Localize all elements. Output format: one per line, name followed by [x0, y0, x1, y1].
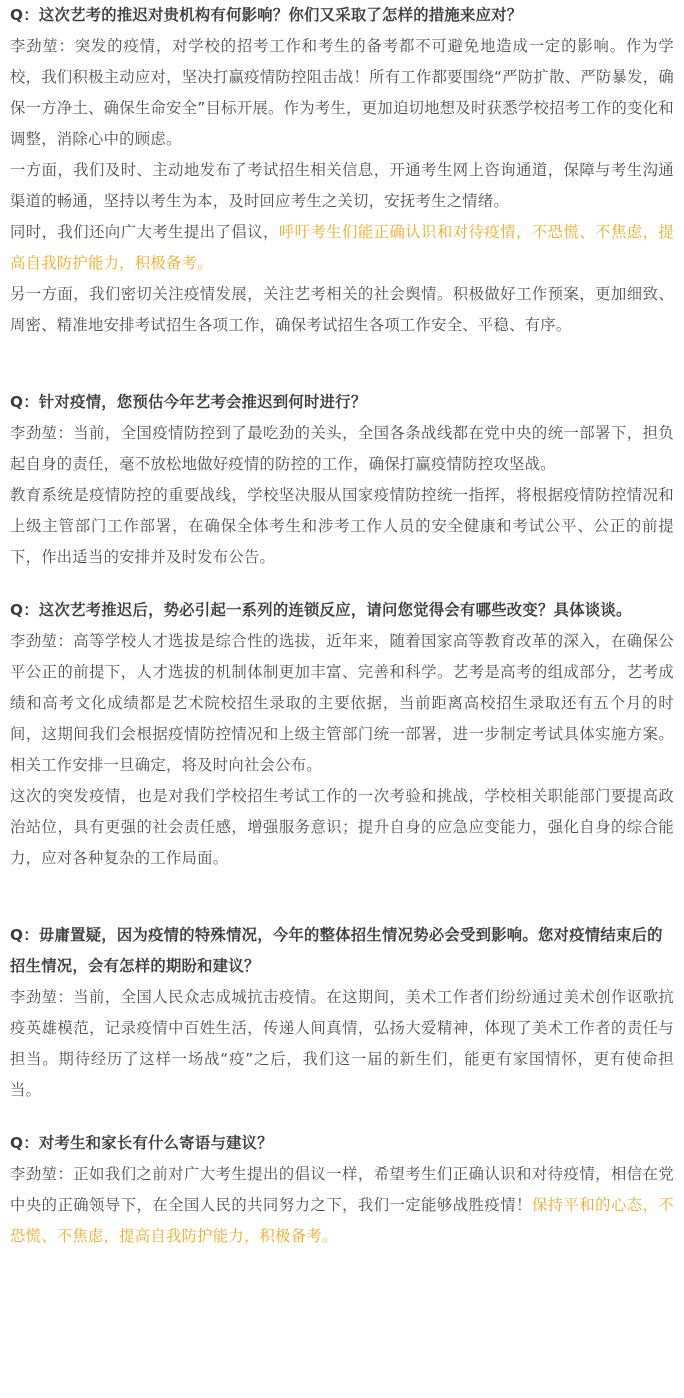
question-3: Q：这次艺考推迟后，势必引起一系列的连锁反应，请问您觉得会有哪些改变？具体谈谈。: [10, 601, 632, 619]
answer-1-paragraph-1: 李劲堃：突发的疫情，对学校的招考工作和考生的备考都不可避免地造成一定的影响。作为学校，我们积极主动应对，坚决打赢疫情防控阻击战！所有工作都要围绕“严防扩散、严防暴发，确保一方净土、确保生命安全”目标开展。作为考生，更加迫切地想及时获悉学校招考工作的变化和调整，消除心中的顾虑。: [10, 37, 674, 148]
answer-5-text: 李劲堃：正如我们之前对广大考生提出的倡议一样，希望考生们正确认识和对待疫情，相信在党中央的正确领导下，在全国人民的共同努力之下，我们一定能够战胜疫情！: [10, 1165, 674, 1214]
qa-section-1: [10, 0, 674, 341]
answer-1-highlight: 呼吁考生们能正确认识和对待疫情，不恐慌、不焦虑，提高自我防护能力，积极备考。: [10, 223, 674, 272]
question-1: Q：这次艺考的推迟对贵机构有何影响？你们又采取了怎样的措施来应对？: [10, 6, 523, 24]
qa-section-3: [10, 595, 674, 874]
answer-1-paragraph-3: [10, 217, 674, 279]
answer-1-paragraph-4: 另一方面，我们密切关注疫情发展，关注艺考相关的社会舆情。积极做好工作预案，更加细致、周密、精准地安排考试招生各项工作，确保考试招生各项工作安全、平稳、有序。: [10, 285, 674, 334]
answer-2-paragraph-1: 李劲堃：当前，全国疫情防控到了最吃劲的关头，全国各条战线都在党中央的统一部署下，担负起自身的责任，毫不放松地做好疫情的防控的工作，确保打赢疫情防控攻坚战。: [10, 424, 674, 473]
answer-3-paragraph-1: 李劲堃：高等学校人才选拔是综合性的选拔，近年来，随着国家高等教育改革的深入，在确保公平公正的前提下，人才选拔的机制体制更加丰富、完善和科学。艺考是高考的组成部分，艺考成绩和高考文化成绩都是艺术院校招生录取的主要依据，当前距离高校招生录取还有五个月的时间，这期间我们会根据疫情防控情况和上级主管部门统一部署，进一步制定考试具体实施方案。相关工作安排一旦确定，将及时向社会公布。: [10, 632, 674, 774]
answer-2-paragraph-2: 教育系统是疫情防控的重要战线，学校坚决服从国家疫情防控统一指挥，将根据疫情防控情况和上级主管部门工作部署，在确保全体考生和涉考工作人员的安全健康和考试公平、公正的前提下，作出适当的安排并及时发布公告。: [10, 486, 674, 566]
qa-section-2: [10, 387, 674, 573]
answer-1-paragraph-3-text: 同时，我们还向广大考生提出了倡议，: [10, 223, 279, 241]
question-2: Q：针对疫情，您预估今年艺考会推迟到何时进行？: [10, 393, 367, 411]
qa-section-5: [10, 1128, 674, 1252]
answer-4-paragraph-1: 李劲堃：当前，全国人民众志成城抗击疫情。在这期间，美术工作者们纷纷通过美术创作讴歌抗疫英雄模范，记录疫情中百姓生活，传递人间真情，弘扬大爱精神，体现了美术工作者的责任与担当。期待经历了这样一场战“疫”之后，我们这一届的新生们，能更有家国情怀，更有使命担当。: [10, 988, 674, 1099]
question-5: Q：对考生和家长有什么寄语与建议？: [10, 1134, 273, 1152]
answer-1-paragraph-2: 一方面，我们及时、主动地发布了考试招生相关信息，开通考生网上咨询通道，保障与考生沟通渠道的畅通，坚持以考生为本，及时回应考生之关切，安抚考生之情绪。: [10, 161, 674, 210]
question-4: Q：毋庸置疑，因为疫情的特殊情况，今年的整体招生情况势必会受到影响。您对疫情结束后的招生情况，会有怎样的期盼和建议？: [10, 926, 663, 975]
answer-5-highlight: 保持平和的心态，不恐慌、不焦虑，提高自我防护能力，积极备考。: [10, 1196, 675, 1245]
answer-5-paragraph-1: [10, 1159, 674, 1252]
answer-3-paragraph-2: 这次的突发疫情，也是对我们学校招生考试工作的一次考验和挑战，学校相关职能部门要提高政治站位，具有更强的社会责任感，增强服务意识；提升自身的应急应变能力，强化自身的综合能力，应对各种复杂的工作局面。: [10, 787, 674, 867]
qa-section-4: [10, 920, 674, 1106]
